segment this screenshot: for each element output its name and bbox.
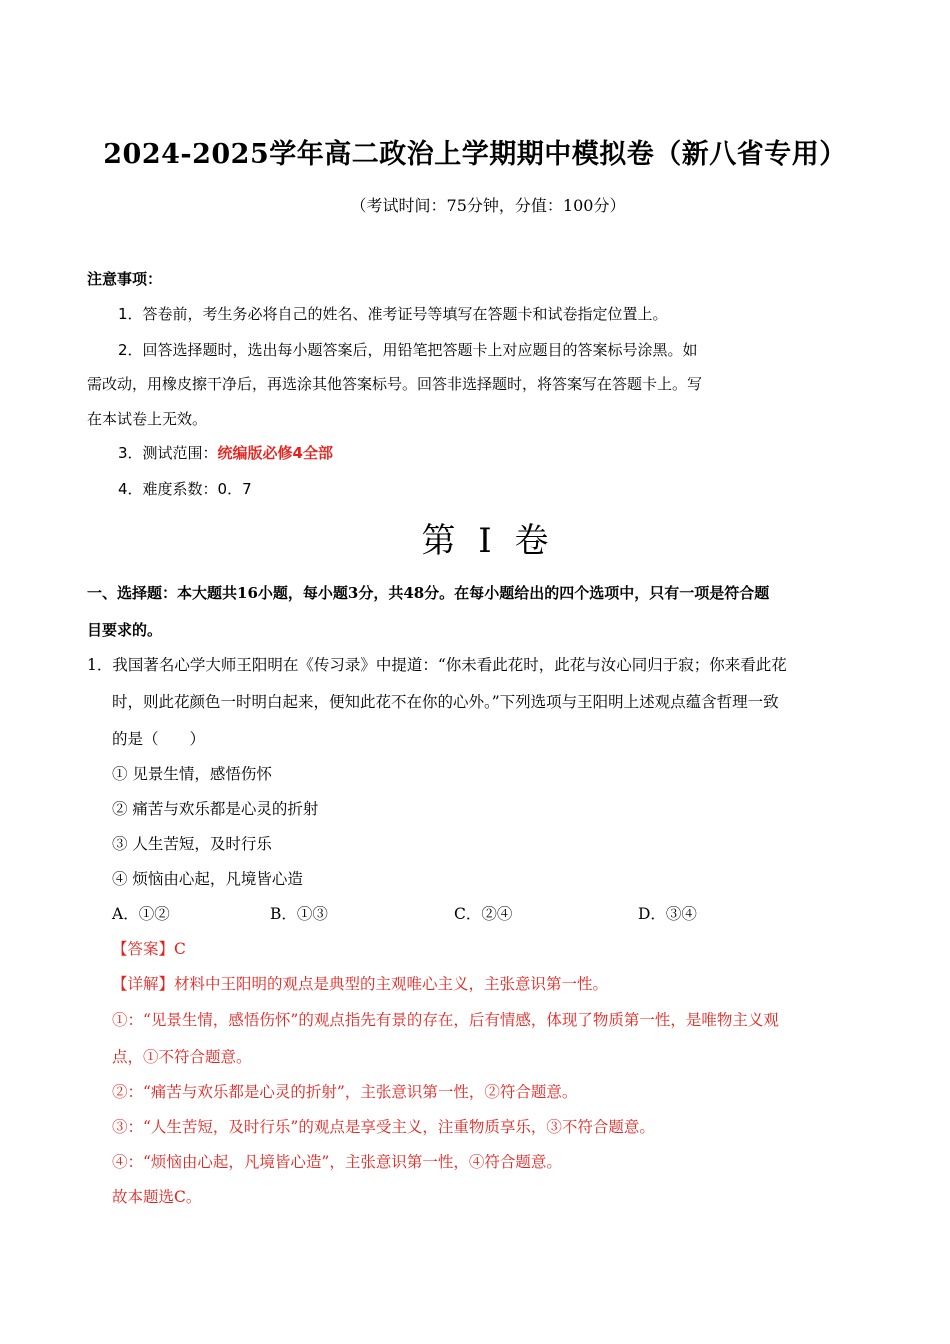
notice-item-3 (118, 442, 333, 463)
test-scope: 统编版必修4全部 (217, 444, 333, 462)
exam-subtitle: （考试时间：75分钟，分值：100分） (350, 196, 626, 215)
explanation-line-6: ④：“烦恼由心起，凡境皆心造”，主张意识第一性，④符合题意。 (112, 1153, 562, 1171)
explanation-line-3: 点，①不符合题意。 (112, 1048, 252, 1066)
question-1-line-2: 时，则此花颜色一时明白起来，便知此花不在你的心外。”下列选项与王阳明上述观点蕴含哲理一致 (112, 693, 779, 711)
answer: 【答案】C (112, 940, 186, 958)
option-b: B．①③ (270, 905, 328, 923)
section-heading-line-2: 目要求的。 (87, 621, 163, 639)
notice-item-4: 4．难度系数：0．7 (118, 480, 252, 498)
explanation-line-5: ③：“人生苦短，及时行乐”的观点是享受主义，注重物质享乐，③不符合题意。 (112, 1118, 655, 1136)
section-heading-line-1: 一、选择题：本大题共16小题，每小题3分，共48分。在每小题给出的四个选项中，只有一项是符合题 (87, 584, 770, 602)
notice-heading: 注意事项： (87, 270, 163, 288)
exam-title: 2024-2025学年高二政治上学期期中模拟卷（新八省专用） (103, 139, 847, 170)
question-1-line-3: 的是（ ） (112, 730, 206, 748)
explanation-line-4: ②：“痛苦与欢乐都是心灵的折射”，主张意识第一性，②符合题意。 (112, 1083, 578, 1101)
statement-2: ② 痛苦与欢乐都是心灵的折射 (112, 800, 319, 818)
notice-item-2-line-3: 在本试卷上无效。 (87, 410, 208, 428)
notice-item-3-prefix: 3．测试范围： (118, 444, 218, 462)
explanation-line-2: ①：“见景生情，感悟伤怀”的观点指先有景的存在，后有情感，体现了物质第一性，是唯物主义观 (112, 1011, 779, 1029)
explanation-line-1: 【详解】材料中王阳明的观点是典型的主观唯心主义，主张意识第一性。 (112, 975, 609, 993)
statement-4: ④ 烦恼由心起，凡境皆心造 (112, 870, 303, 888)
notice-item-1: 1．答卷前，考生务必将自己的姓名、准考证号等填写在答题卡和试卷指定位置上。 (118, 305, 668, 323)
notice-item-2-line-1: 2．回答选择题时，选出每小题答案后，用铅笔把答题卡上对应题目的答案标号涂黑。如 (118, 341, 698, 359)
question-1-line-1: 1．我国著名心学大师王阳明在《传习录》中提道：“你未看此花时，此花与汝心同归于寂；你来看此花 (87, 656, 787, 674)
statement-3: ③ 人生苦短，及时行乐 (112, 835, 272, 853)
statement-1: ① 见景生情，感悟伤怀 (112, 765, 272, 783)
volume-title: 第 I 卷 (421, 521, 555, 561)
notice-item-2-line-2: 需改动，用橡皮擦干净后，再选涂其他答案标号。回答非选择题时，将答案写在答题卡上。写 (87, 375, 703, 393)
option-a: A．①② (112, 905, 170, 923)
explanation-line-7: 故本题选C。 (112, 1188, 202, 1206)
option-c: C．②④ (454, 905, 513, 923)
option-d: D．③④ (638, 905, 697, 923)
